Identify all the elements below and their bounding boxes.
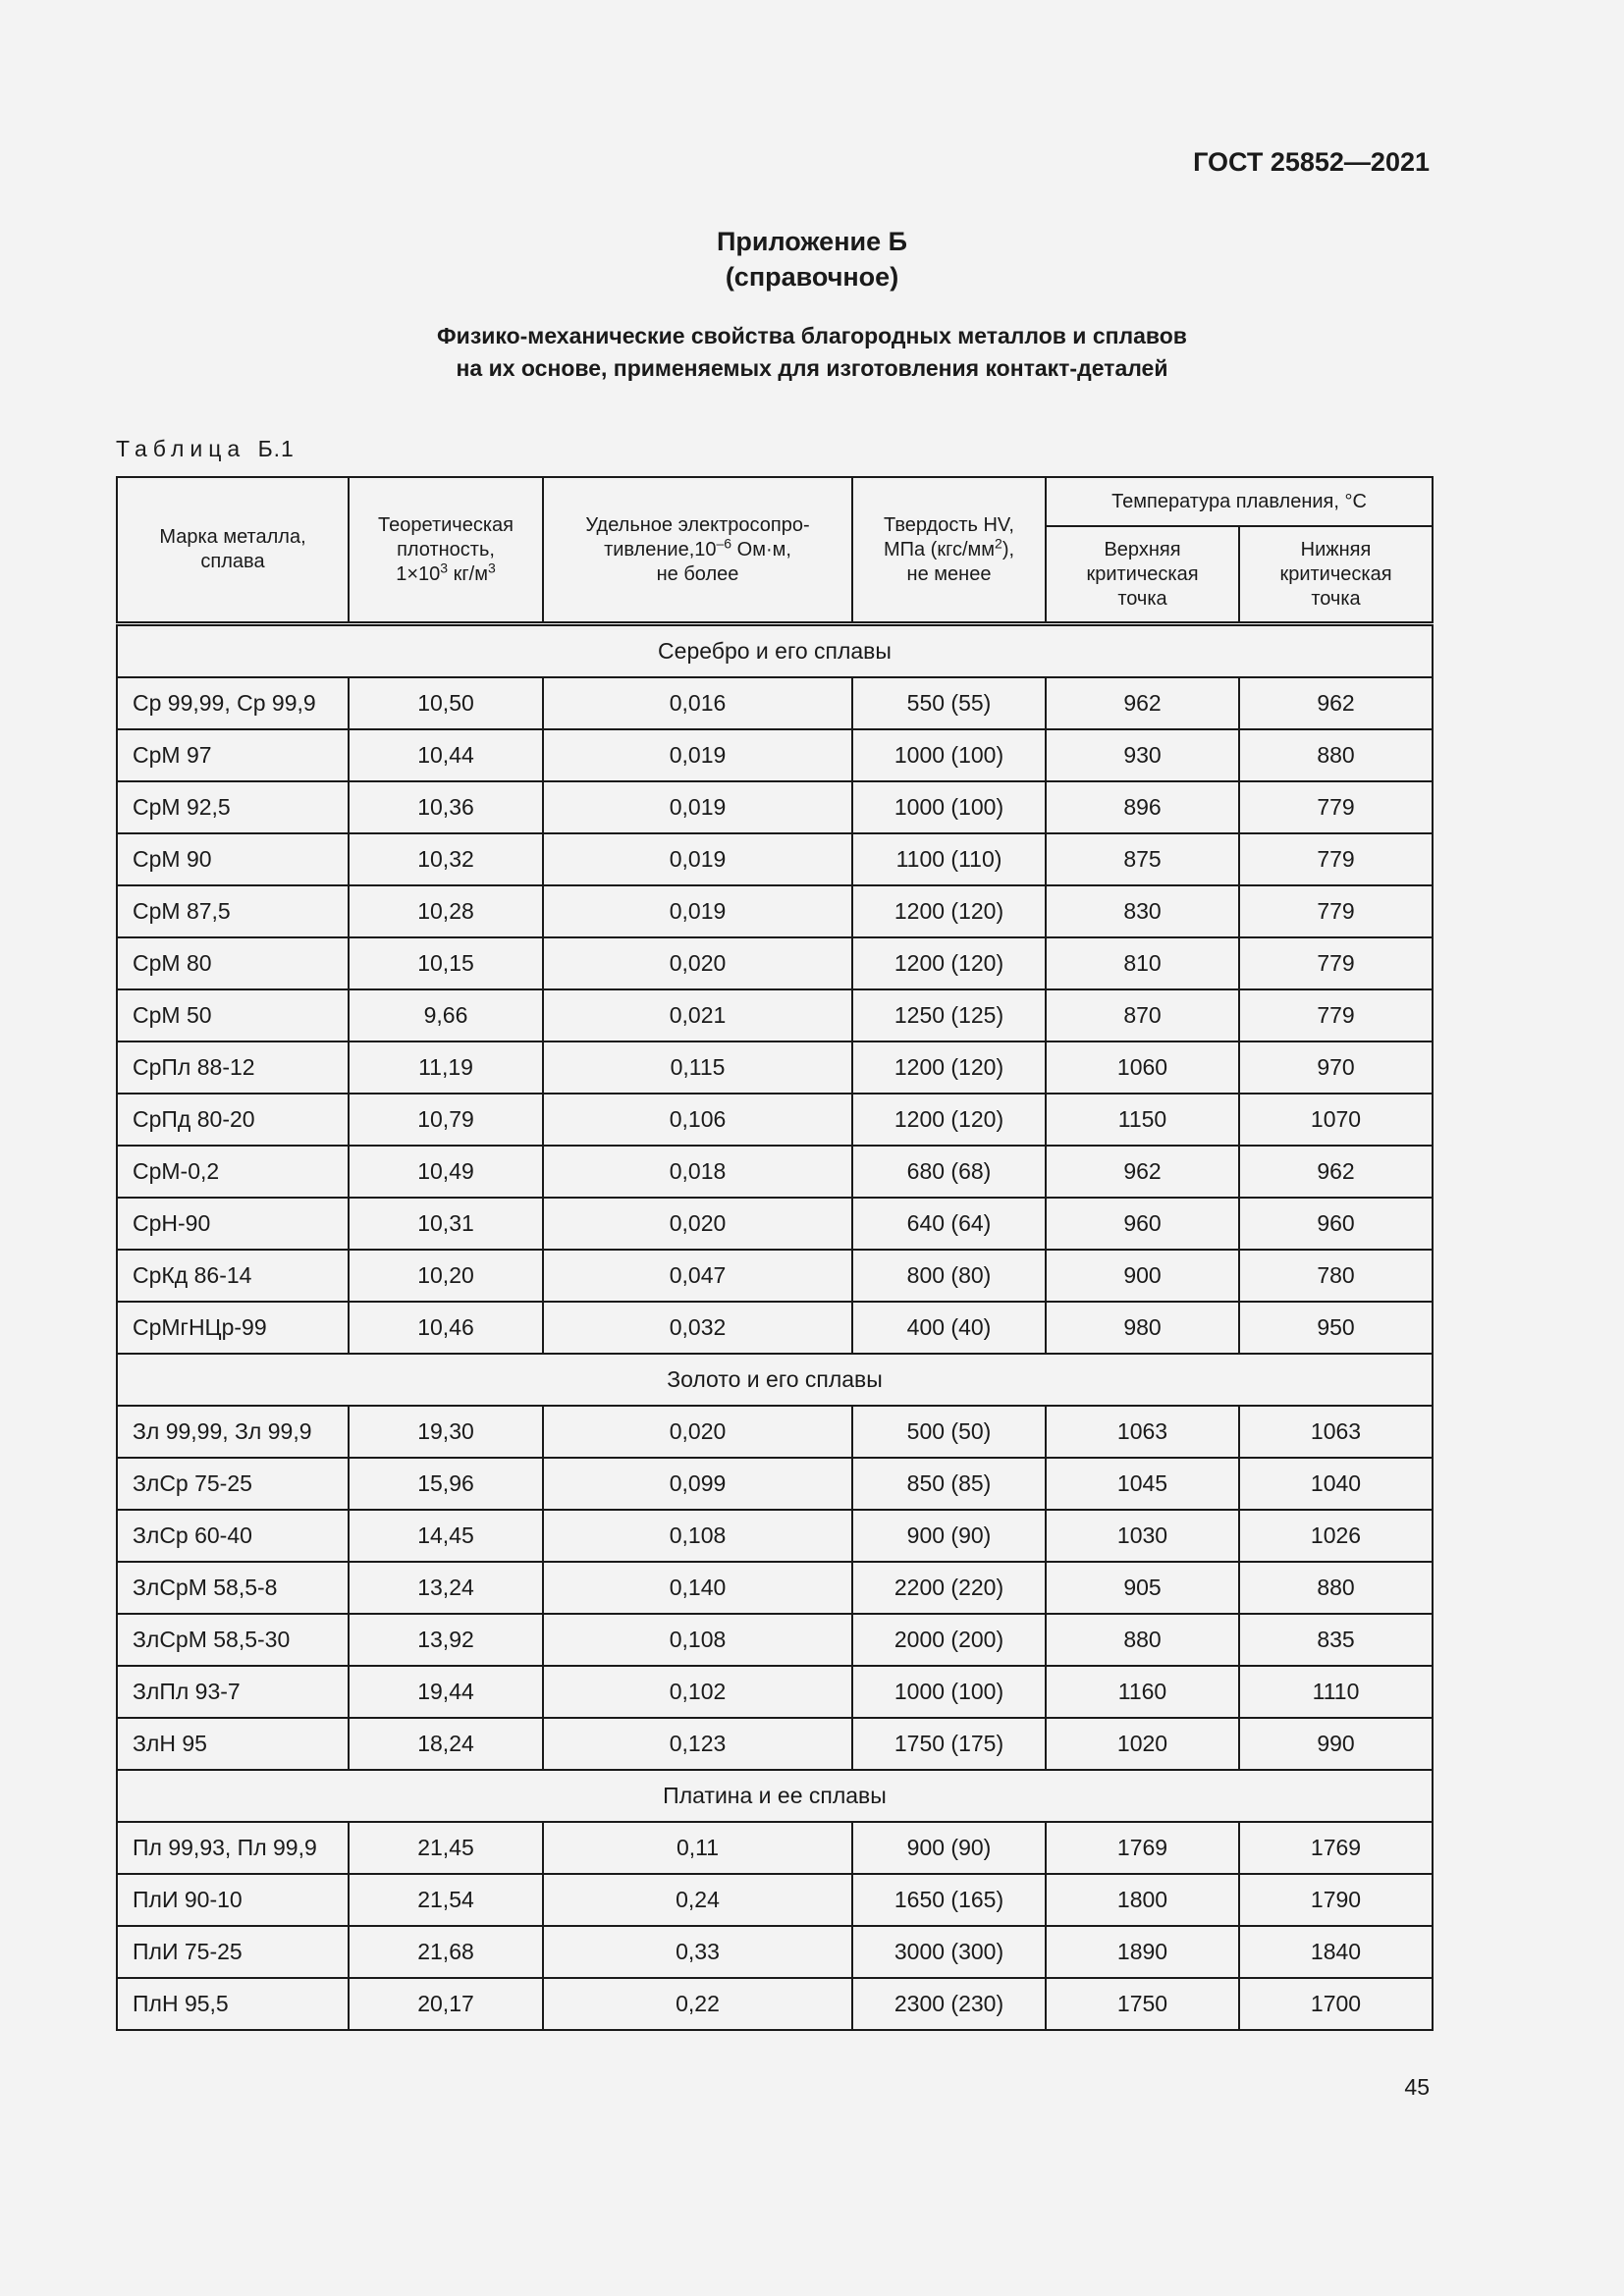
- header-density-line-2: плотность,: [397, 538, 495, 561]
- cell-upper-point: 810: [1046, 937, 1239, 989]
- cell-density: 19,30: [349, 1406, 543, 1458]
- header-resistivity: [543, 477, 852, 624]
- header-melting-temperature: Температура плавления, °C: [1046, 477, 1433, 526]
- cell-hardness: 900 (90): [852, 1822, 1046, 1874]
- properties-table: [116, 476, 1434, 2031]
- cell-lower-point: 1840: [1239, 1926, 1433, 1978]
- cell-density: 10,44: [349, 729, 543, 781]
- cell-lower-point: 950: [1239, 1302, 1433, 1354]
- cell-density: 20,17: [349, 1978, 543, 2030]
- table-caption-label: Таблица: [116, 436, 246, 461]
- cell-hardness: 2000 (200): [852, 1614, 1046, 1666]
- cell-upper-point: 830: [1046, 885, 1239, 937]
- cell-lower-point: 1070: [1239, 1094, 1433, 1146]
- cell-grade: СрМ-0,2: [117, 1146, 349, 1198]
- cell-resistivity: 0,020: [543, 1406, 852, 1458]
- cell-density: 21,54: [349, 1874, 543, 1926]
- cell-hardness: 2200 (220): [852, 1562, 1046, 1614]
- cell-lower-point: 990: [1239, 1718, 1433, 1770]
- cell-density: 10,20: [349, 1250, 543, 1302]
- cell-upper-point: 960: [1046, 1198, 1239, 1250]
- cell-resistivity: 0,106: [543, 1094, 852, 1146]
- cell-grade: СрН-90: [117, 1198, 349, 1250]
- header-hardness-line-1: Твердость HV,: [884, 513, 1014, 536]
- cell-lower-point: 780: [1239, 1250, 1433, 1302]
- cell-grade: ПлИ 75-25: [117, 1926, 349, 1978]
- header-hardness: [852, 477, 1046, 624]
- table-row: [117, 1666, 1433, 1718]
- cell-lower-point: 779: [1239, 937, 1433, 989]
- cell-resistivity: 0,33: [543, 1926, 852, 1978]
- cell-upper-point: 1060: [1046, 1041, 1239, 1094]
- cell-grade: Пл 99,93, Пл 99,9: [117, 1822, 349, 1874]
- cell-lower-point: 880: [1239, 1562, 1433, 1614]
- cell-hardness: 800 (80): [852, 1250, 1046, 1302]
- cell-lower-point: 1040: [1239, 1458, 1433, 1510]
- table-row: [117, 1978, 1433, 2030]
- cell-hardness: 640 (64): [852, 1198, 1046, 1250]
- cell-density: 21,45: [349, 1822, 543, 1874]
- cell-density: 10,28: [349, 885, 543, 937]
- cell-grade: СрМ 80: [117, 937, 349, 989]
- cell-density: 10,32: [349, 833, 543, 885]
- table-row: [117, 1146, 1433, 1198]
- cell-hardness: 1100 (110): [852, 833, 1046, 885]
- cell-resistivity: 0,020: [543, 1198, 852, 1250]
- cell-grade: ЗлПл 93-7: [117, 1666, 349, 1718]
- cell-upper-point: 930: [1046, 729, 1239, 781]
- header-density-line-1: Теоретическая: [378, 513, 514, 536]
- table-row: [117, 1041, 1433, 1094]
- cell-lower-point: 835: [1239, 1614, 1433, 1666]
- cell-lower-point: 880: [1239, 729, 1433, 781]
- header-density-line-3: $1\times 10^3$ $кг/м^3$: [396, 559, 496, 585]
- document-code: ГОСТ 25852—2021: [1193, 147, 1430, 177]
- cell-density: 13,92: [349, 1614, 543, 1666]
- cell-hardness: 1200 (120): [852, 937, 1046, 989]
- cell-density: 15,96: [349, 1458, 543, 1510]
- cell-grade: ЗлСрМ 58,5-8: [117, 1562, 349, 1614]
- cell-density: 11,19: [349, 1041, 543, 1094]
- cell-upper-point: 1030: [1046, 1510, 1239, 1562]
- cell-lower-point: 1700: [1239, 1978, 1433, 2030]
- page-number: 45: [1404, 2074, 1430, 2100]
- cell-resistivity: 0,108: [543, 1510, 852, 1562]
- cell-resistivity: 0,016: [543, 677, 852, 729]
- table-row: [117, 833, 1433, 885]
- cell-resistivity: 0,102: [543, 1666, 852, 1718]
- cell-density: 10,49: [349, 1146, 543, 1198]
- cell-grade: СрМгНЦр-99: [117, 1302, 349, 1354]
- cell-resistivity: 0,019: [543, 833, 852, 885]
- cell-resistivity: 0,115: [543, 1041, 852, 1094]
- cell-grade: СрМ 50: [117, 989, 349, 1041]
- cell-density: 10,36: [349, 781, 543, 833]
- cell-lower-point: 1769: [1239, 1822, 1433, 1874]
- section-title: Платина и ее сплавы: [117, 1770, 1433, 1822]
- cell-upper-point: 1769: [1046, 1822, 1239, 1874]
- cell-grade: СрМ 90: [117, 833, 349, 885]
- cell-hardness: 2300 (230): [852, 1978, 1046, 2030]
- cell-upper-point: 1800: [1046, 1874, 1239, 1926]
- cell-upper-point: 1890: [1046, 1926, 1239, 1978]
- cell-hardness: 1200 (120): [852, 1094, 1046, 1146]
- cell-upper-point: 1150: [1046, 1094, 1239, 1146]
- cell-resistivity: 0,019: [543, 781, 852, 833]
- cell-density: 10,15: [349, 937, 543, 989]
- cell-upper-point: 980: [1046, 1302, 1239, 1354]
- table-row: [117, 937, 1433, 989]
- cell-grade: ПлИ 90-10: [117, 1874, 349, 1926]
- cell-resistivity: 0,123: [543, 1718, 852, 1770]
- cell-hardness: 1750 (175): [852, 1718, 1046, 1770]
- appendix-title: Приложение Б: [716, 227, 908, 256]
- cell-lower-point: 1063: [1239, 1406, 1433, 1458]
- cell-hardness: 3000 (300): [852, 1926, 1046, 1978]
- cell-hardness: 1200 (120): [852, 885, 1046, 937]
- table-body: [117, 624, 1433, 2031]
- cell-upper-point: 962: [1046, 677, 1239, 729]
- cell-upper-point: 896: [1046, 781, 1239, 833]
- cell-resistivity: 0,019: [543, 885, 852, 937]
- cell-grade: ЗлН 95: [117, 1718, 349, 1770]
- table-row: [117, 1822, 1433, 1874]
- cell-density: 9,66: [349, 989, 543, 1041]
- cell-lower-point: 1110: [1239, 1666, 1433, 1718]
- cell-density: 10,50: [349, 677, 543, 729]
- cell-lower-point: 779: [1239, 833, 1433, 885]
- cell-lower-point: 779: [1239, 989, 1433, 1041]
- table-row: [117, 1510, 1433, 1562]
- cell-grade: СрПл 88-12: [117, 1041, 349, 1094]
- cell-density: 10,31: [349, 1198, 543, 1250]
- table-row: [117, 1250, 1433, 1302]
- cell-grade: ПлН 95,5: [117, 1978, 349, 2030]
- cell-resistivity: 0,032: [543, 1302, 852, 1354]
- header-density: [349, 477, 543, 624]
- cell-lower-point: 970: [1239, 1041, 1433, 1094]
- table-caption-number: Б.1: [257, 436, 295, 461]
- cell-grade: СрКд 86-14: [117, 1250, 349, 1302]
- cell-resistivity: 0,099: [543, 1458, 852, 1510]
- cell-resistivity: 0,140: [543, 1562, 852, 1614]
- section-title: Серебро и его сплавы: [117, 624, 1433, 678]
- table-row: [117, 989, 1433, 1041]
- cell-lower-point: 1026: [1239, 1510, 1433, 1562]
- cell-resistivity: 0,11: [543, 1822, 852, 1874]
- cell-upper-point: 870: [1046, 989, 1239, 1041]
- header-resistivity-line-2: $тивление,10^{-6}$ Ом·м,: [604, 534, 791, 561]
- header-resistivity-line-1: Удельное электросопро-: [585, 513, 810, 536]
- table-caption: [116, 436, 295, 462]
- table-row: [117, 1926, 1433, 1978]
- cell-lower-point: 779: [1239, 781, 1433, 833]
- cell-density: 21,68: [349, 1926, 543, 1978]
- cell-resistivity: 0,22: [543, 1978, 852, 2030]
- cell-lower-point: 962: [1239, 677, 1433, 729]
- table-header: [117, 477, 1433, 624]
- cell-density: 14,45: [349, 1510, 543, 1562]
- cell-resistivity: 0,108: [543, 1614, 852, 1666]
- cell-hardness: 1000 (100): [852, 781, 1046, 833]
- cell-upper-point: 1020: [1046, 1718, 1239, 1770]
- cell-hardness: 1000 (100): [852, 1666, 1046, 1718]
- cell-hardness: 680 (68): [852, 1146, 1046, 1198]
- cell-grade: СрПд 80-20: [117, 1094, 349, 1146]
- cell-lower-point: 960: [1239, 1198, 1433, 1250]
- cell-hardness: 1250 (125): [852, 989, 1046, 1041]
- cell-resistivity: 0,019: [543, 729, 852, 781]
- cell-upper-point: 1160: [1046, 1666, 1239, 1718]
- table-row: [117, 1406, 1433, 1458]
- section-row: [117, 624, 1433, 678]
- section-row: [117, 1354, 1433, 1406]
- cell-hardness: 900 (90): [852, 1510, 1046, 1562]
- cell-hardness: 400 (40): [852, 1302, 1046, 1354]
- cell-grade: СрМ 87,5: [117, 885, 349, 937]
- cell-density: 10,79: [349, 1094, 543, 1146]
- table-row: [117, 1614, 1433, 1666]
- cell-lower-point: 779: [1239, 885, 1433, 937]
- header-resistivity-line-3: не более: [656, 562, 739, 585]
- header-upper-point: Верхняя критическая точка: [1046, 526, 1239, 624]
- cell-hardness: 550 (55): [852, 677, 1046, 729]
- table-row: [117, 885, 1433, 937]
- cell-resistivity: 0,020: [543, 937, 852, 989]
- cell-hardness: 1200 (120): [852, 1041, 1046, 1094]
- section-row: [117, 1770, 1433, 1822]
- table-row: [117, 1198, 1433, 1250]
- table-row: [117, 1094, 1433, 1146]
- cell-resistivity: 0,047: [543, 1250, 852, 1302]
- cell-upper-point: 880: [1046, 1614, 1239, 1666]
- header-grade: Марка металла, сплава: [117, 477, 349, 624]
- cell-grade: ЗлСр 60-40: [117, 1510, 349, 1562]
- cell-lower-point: 962: [1239, 1146, 1433, 1198]
- cell-hardness: 500 (50): [852, 1406, 1046, 1458]
- section-title: Золото и его сплавы: [117, 1354, 1433, 1406]
- cell-grade: Ср 99,99, Ср 99,9: [117, 677, 349, 729]
- cell-upper-point: 962: [1046, 1146, 1239, 1198]
- cell-resistivity: 0,24: [543, 1874, 852, 1926]
- cell-density: 10,46: [349, 1302, 543, 1354]
- header-lower-point: Нижняя критическая точка: [1239, 526, 1433, 624]
- document-title-line-2: на их основе, применяемых для изготовления контакт-деталей: [456, 355, 1168, 381]
- cell-hardness: 850 (85): [852, 1458, 1046, 1510]
- cell-density: 18,24: [349, 1718, 543, 1770]
- cell-hardness: 1650 (165): [852, 1874, 1046, 1926]
- cell-upper-point: 1063: [1046, 1406, 1239, 1458]
- cell-density: 13,24: [349, 1562, 543, 1614]
- cell-grade: СрМ 92,5: [117, 781, 349, 833]
- appendix-subtitle: (справочное): [725, 262, 899, 292]
- table-row: [117, 1562, 1433, 1614]
- cell-grade: СрМ 97: [117, 729, 349, 781]
- cell-density: 19,44: [349, 1666, 543, 1718]
- cell-grade: ЗлСрМ 58,5-30: [117, 1614, 349, 1666]
- table-row: [117, 1458, 1433, 1510]
- cell-upper-point: 1750: [1046, 1978, 1239, 2030]
- cell-upper-point: 905: [1046, 1562, 1239, 1614]
- cell-upper-point: 1045: [1046, 1458, 1239, 1510]
- header-hardness-line-2: МПа $(кгс/мм^2)$,: [883, 534, 1015, 561]
- table-row: [117, 1874, 1433, 1926]
- cell-hardness: 1000 (100): [852, 729, 1046, 781]
- table-row: [117, 1718, 1433, 1770]
- table-row: [117, 781, 1433, 833]
- cell-resistivity: 0,021: [543, 989, 852, 1041]
- cell-lower-point: 1790: [1239, 1874, 1433, 1926]
- cell-grade: ЗлСр 75-25: [117, 1458, 349, 1510]
- appendix-heading: [0, 224, 1624, 294]
- cell-grade: Зл 99,99, Зл 99,9: [117, 1406, 349, 1458]
- table-row: [117, 1302, 1433, 1354]
- header-hardness-line-3: не менее: [906, 562, 992, 585]
- table-row: [117, 729, 1433, 781]
- cell-resistivity: 0,018: [543, 1146, 852, 1198]
- cell-upper-point: 900: [1046, 1250, 1239, 1302]
- table-row: [117, 677, 1433, 729]
- cell-upper-point: 875: [1046, 833, 1239, 885]
- document-title: [0, 320, 1624, 385]
- document-title-line-1: Физико-механические свойства благородных металлов и сплавов: [437, 323, 1187, 348]
